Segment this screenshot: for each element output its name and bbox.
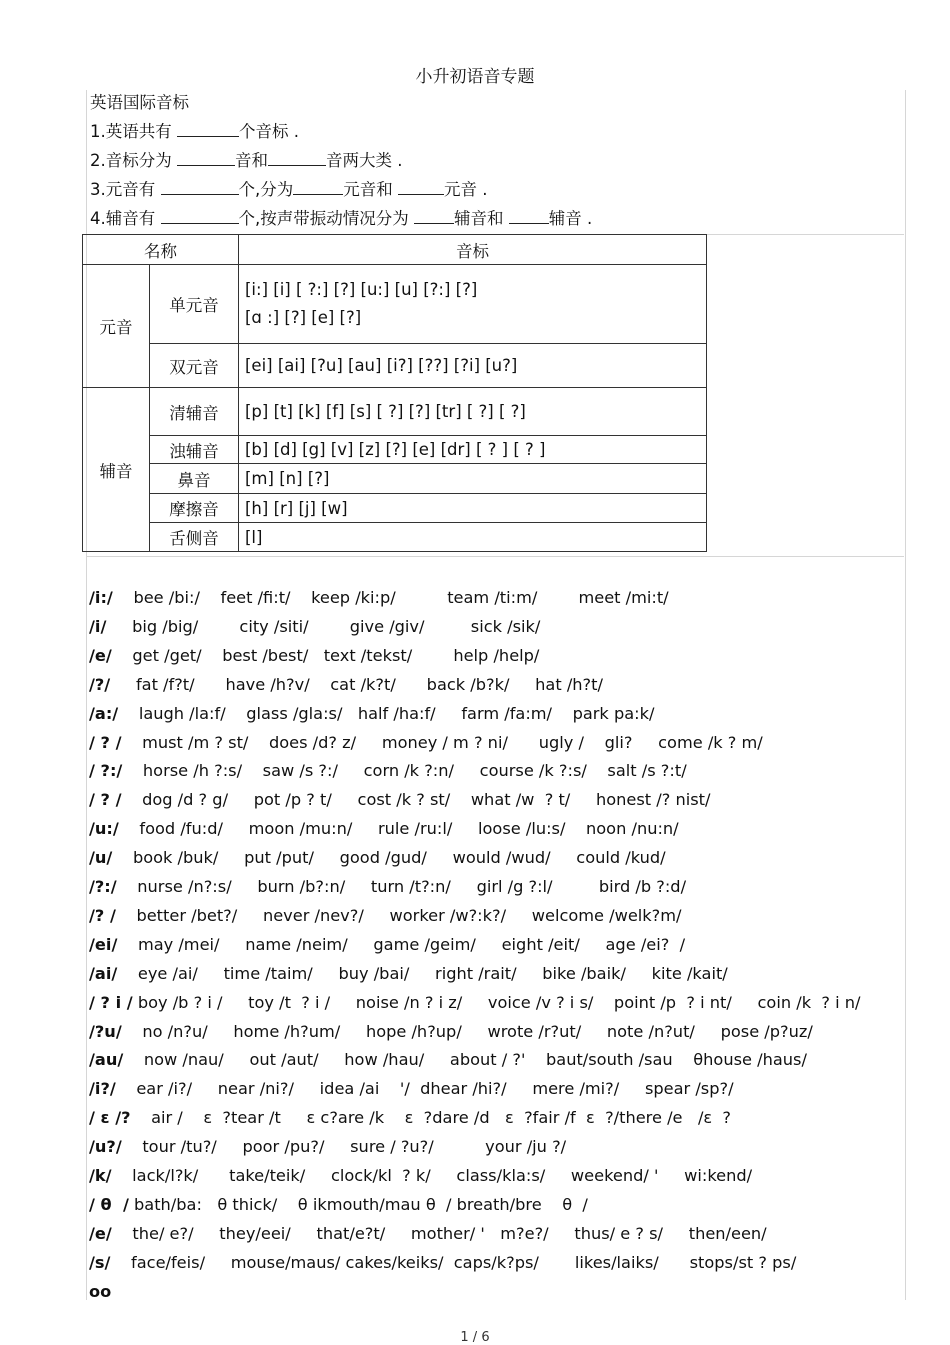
page-title: 小升初语音专题	[415, 67, 535, 87]
question-text: 个,分为	[238, 180, 294, 199]
question-text: 音和	[235, 151, 268, 170]
word-line	[89, 761, 687, 781]
page-number: 1 / 6	[460, 1330, 490, 1345]
question-line	[90, 209, 592, 229]
word-line	[89, 1050, 807, 1070]
example-words: eye /ai/ time /taim/ buy /bai/ right /rait/ bike /baik/ kite /kait/	[117, 963, 728, 983]
question-text: 个,按声带振动情况分为	[238, 209, 414, 228]
answer-blank[interactable]	[268, 151, 326, 166]
consonant-label: 辅音	[83, 388, 150, 552]
word-line	[89, 704, 654, 724]
phonetic-symbol: / ?:/	[89, 761, 123, 781]
row-label: 双元音	[150, 344, 239, 388]
answer-blank[interactable]	[398, 180, 444, 195]
word-line	[89, 1282, 111, 1302]
example-words: air / ε ?tear /t ε c?are /k ε ?dare /d ε ?fair /f ε ?/there /e /ε ?	[130, 1108, 732, 1128]
word-line	[89, 790, 710, 810]
row-label: 鼻音	[150, 464, 239, 494]
example-words: no /n?u/ home /h?um/ hope /h?up/ wrote /r?ut/ note /n?ut/ pose /p?uz/	[121, 1021, 813, 1041]
phonetic-symbol: /i:/	[89, 588, 113, 607]
example-words: boy /b ? i / toy /t ? i / noise /n ? i z/ voice /v ? i s/ point /p ? i nt/ coin /k ? i n/	[132, 992, 861, 1012]
question-line	[90, 122, 299, 142]
example-words: the/ e?/ they/eei/ that/e?t/ mother/ ' m?e?/ thus/ e ? s/ then/een/	[111, 1223, 767, 1243]
row-symbols: [ei] [ai] [?u] [au] [i?] [??] [?i] [u?]	[239, 344, 707, 388]
row-symbols: [h] [r] [j] [w]	[239, 494, 707, 523]
word-line	[89, 588, 669, 608]
example-words: ear /i?/ near /ni?/ idea /ai '/ dhear /hi?/ mere /mi?/ spear /sp?/	[115, 1079, 734, 1099]
phonetic-symbol: /i/	[89, 616, 107, 636]
row-label: 清辅音	[150, 388, 239, 436]
phonetic-symbol: /ai/	[89, 963, 118, 983]
word-line	[89, 906, 681, 926]
question-text: 辅音和	[454, 209, 509, 228]
row-symbols: [b] [d] [g] [v] [z] [?] [e] [dr] [ ? ] [ ? ]	[239, 436, 707, 464]
phonetic-symbol: /u/	[89, 848, 113, 868]
vowel-label: 元音	[83, 265, 150, 388]
example-words: dog /d ? g/ pot /p ? t/ cost /k ? st/ what /w ? t/ honest /? nist/	[121, 790, 711, 810]
answer-blank[interactable]	[177, 151, 235, 166]
row-symbols: [p] [t] [k] [f] [s] [ ?] [?] [tr] [ ?] [ ?]	[239, 388, 707, 436]
example-words: fat /f?t/ have /h?v/ cat /k?t/ back /b?k/ hat /h?t/	[110, 674, 603, 694]
phonetic-symbol: /?u/	[89, 1021, 122, 1041]
example-words: tour /tu?/ poor /pu?/ sure / ?u?/ your /ju ?/	[121, 1137, 567, 1157]
question-text: 3.元音有	[90, 180, 161, 199]
word-line	[89, 1079, 734, 1099]
question-line	[90, 180, 488, 200]
phonetic-symbol: /au/	[89, 1050, 124, 1070]
phonetic-symbol: /a:/	[89, 703, 119, 723]
question-line	[90, 151, 403, 171]
word-line	[89, 848, 666, 868]
row-symbols: [i:] [i] [ ?:] [?] [u:] [u] [?:] [?] [ɑ :] [?] [e] [?]	[239, 265, 707, 344]
answer-blank[interactable]	[293, 180, 343, 195]
question-text: 2.音标分为	[90, 151, 177, 170]
phonetic-symbol: /k/	[89, 1166, 112, 1185]
example-words: face/feis/ mouse/maus/ cakes/keiks/ caps/k?ps/ likes/laiks/ stops/st ? ps/	[110, 1252, 797, 1272]
question-text: 元音 .	[444, 180, 488, 199]
word-line	[89, 1137, 566, 1157]
example-words: may /mei/ name /neim/ game /geim/ eight /eit/ age /ei? /	[117, 934, 686, 954]
answer-blank[interactable]	[509, 209, 549, 224]
answer-blank[interactable]	[161, 209, 239, 224]
question-text: 1.英语共有	[90, 122, 177, 141]
example-words: must /m ? st/ does /d? z/ money / m ? ni/ ugly / gli? come /k ? m/	[121, 732, 763, 752]
row-symbols: [m] [n] [?]	[239, 464, 707, 494]
word-line	[89, 1195, 588, 1215]
word-line	[89, 1166, 752, 1186]
phonetic-symbol: /u?/	[89, 1137, 122, 1157]
phonetic-symbol: / ? /	[89, 732, 122, 752]
word-line	[89, 1253, 796, 1273]
example-words: get /get/ best /best/ text /tekst/ help /help/	[111, 645, 540, 665]
phonetic-table	[82, 234, 707, 552]
phonetic-symbol: /?/	[89, 674, 111, 694]
row-label: 摩擦音	[150, 494, 239, 523]
header-name: 名称	[83, 235, 239, 265]
example-words: big /big/ city /siti/ give /giv/ sick /sik/	[106, 616, 541, 636]
question-text: 音两大类 .	[326, 151, 403, 170]
example-words: laugh /la:f/ glass /gla:s/ half /ha:f/ farm /fa:m/ park pa:k/	[118, 703, 655, 723]
word-line	[89, 935, 685, 955]
divider	[86, 556, 904, 557]
phonetic-symbol: /s/	[89, 1252, 111, 1272]
row-symbols: [l]	[239, 523, 707, 552]
word-line	[89, 877, 686, 897]
phonetic-symbol: /e/	[89, 1223, 112, 1243]
header-symbols: 音标	[239, 235, 707, 265]
word-line	[89, 993, 860, 1013]
question-text: 辅音 .	[548, 209, 593, 228]
phonetic-symbol: /e/	[89, 645, 112, 665]
word-line	[89, 617, 540, 637]
phonetic-symbol: oo	[89, 1281, 112, 1301]
word-line	[89, 733, 763, 753]
example-words: book /buk/ put /put/ good /gud/ would /wud/ could /kud/	[112, 848, 666, 868]
example-words: now /nau/ out /aut/ how /hau/ about / ?' baut/south /sau θhouse /haus/	[123, 1050, 807, 1070]
word-line	[89, 964, 728, 984]
phonetic-symbol: / ? /	[89, 790, 122, 810]
example-words: nurse /n?:s/ burn /b?:n/ turn /t?:n/ girl /g ?:l/ bird /b ?:d/	[116, 877, 687, 896]
word-line	[89, 646, 539, 666]
row-label: 浊辅音	[150, 436, 239, 464]
phonetic-symbol: / θ /	[89, 1194, 129, 1214]
answer-blank[interactable]	[177, 122, 239, 137]
question-text: 4.辅音有	[90, 209, 161, 228]
phonetic-symbol: / ? i /	[89, 992, 133, 1012]
answer-blank[interactable]	[414, 209, 454, 224]
phonetic-symbol: /? /	[89, 905, 116, 925]
word-line	[89, 675, 603, 695]
phonetic-symbol: /i?/	[89, 1079, 116, 1099]
example-words: lack/l?k/ take/teik/ clock/kl ? k/ class/kla:s/ weekend/ ' wi:kend/	[111, 1166, 753, 1185]
example-words: food /fu:d/ moon /mu:n/ rule /ru:l/ loose /lu:s/ noon /nu:n/	[118, 819, 679, 839]
word-line	[89, 1022, 813, 1042]
row-label: 舌侧音	[150, 523, 239, 552]
example-words: horse /h ?:s/ saw /s ?:/ corn /k ?:n/ course /k ?:s/ salt /s ?:t/	[122, 761, 687, 781]
question-text: 个音标 .	[239, 122, 299, 141]
phonetic-symbol: / ε /?	[89, 1108, 131, 1128]
question-text: 元音和	[343, 180, 398, 199]
example-words: bee /bi:/ feet /fi:t/ keep /ki:p/ team /ti:m/ meet /mi:t/	[112, 588, 669, 607]
row-label: 单元音	[150, 265, 239, 344]
phonetic-symbol: /?:/	[89, 877, 117, 896]
example-words: bath/ba: θ thick/ θ ikmouth/mau θ / breath/bre θ /	[128, 1194, 588, 1214]
word-line	[89, 1108, 731, 1128]
word-line	[89, 1224, 767, 1244]
word-line	[89, 819, 679, 839]
section-heading: 英语国际音标	[90, 93, 189, 112]
answer-blank[interactable]	[161, 180, 239, 195]
example-words: better /bet?/ never /nev?/ worker /w?:k?/ welcome /welk?m/	[115, 905, 682, 925]
phonetic-symbol: /u:/	[89, 819, 119, 839]
phonetic-symbol: /ei/	[89, 934, 118, 954]
